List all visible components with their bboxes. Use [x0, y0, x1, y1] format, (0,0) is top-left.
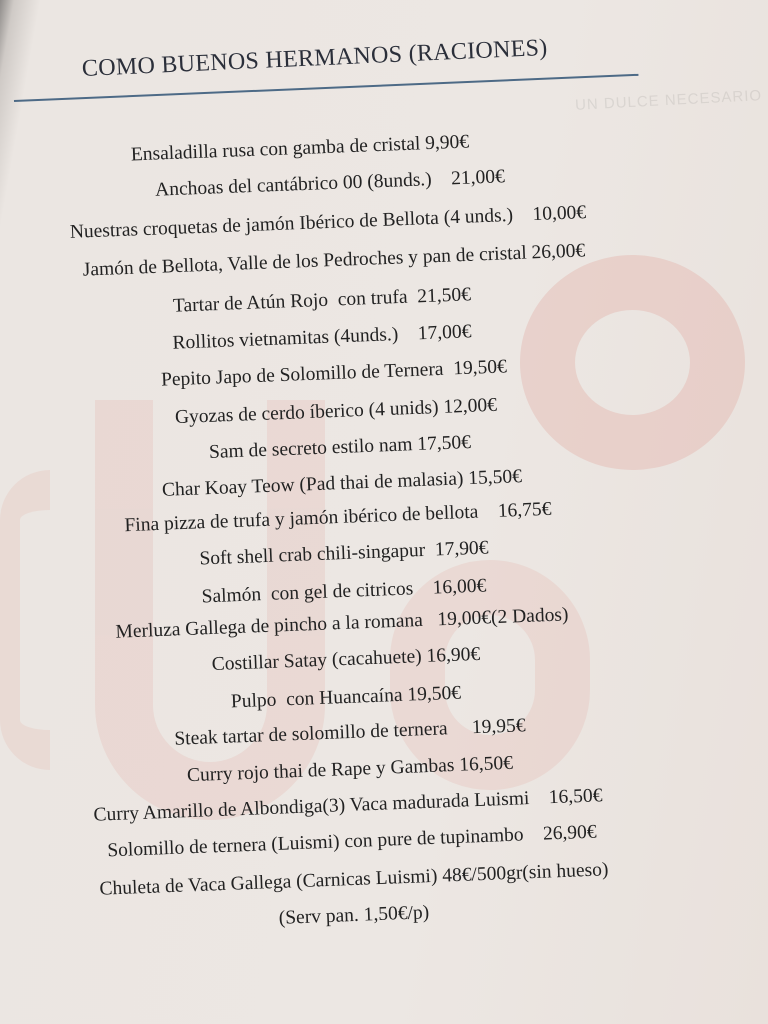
menu-item: Fina pizza de trufa y jamón ibérico de bellota 16,75€	[124, 498, 552, 537]
show-through-text: UN DULCE NECESARIO	[574, 87, 763, 114]
menu-item: Nuestras croquetas de jamón Ibérico de Bellota (4 unds.) 10,00€	[69, 202, 587, 243]
menu-item: Soft shell crab chili-singapur 17,90€	[199, 537, 489, 570]
menu-item: Rollitos vietnamitas (4unds.) 17,00€	[172, 321, 472, 354]
menu-item: Merluza Gallega de pincho a la romana 19,00€(2 Dados)	[115, 604, 569, 643]
bread-service-note: (Serv pan. 1,50€/p)	[278, 902, 430, 929]
menu-item: Pepito Japo de Solomillo de Ternera 19,50€	[160, 356, 508, 391]
watermark-letter-c	[0, 470, 50, 770]
menu-item: Ensaladilla rusa con gamba de cristal 9,90€	[130, 131, 470, 166]
menu-item: Gyozas de cerdo íberico (4 unids) 12,00€	[174, 394, 498, 429]
menu-item: Steak tartar de solomillo de ternera 19,95€	[173, 715, 526, 750]
menu-item: Pulpo con Huancaína 19,50€	[230, 682, 462, 713]
menu-item: Salmón con gel de citricos 16,00€	[201, 575, 487, 608]
menu-item: Sam de secreto estilo nam 17,50€	[208, 431, 472, 464]
section-title: COMO BUENOS HERMANOS (RACIONES)	[81, 34, 549, 82]
menu-item: Char Koay Teow (Pad thai de malasia) 15,50€	[161, 466, 523, 501]
menu-item: Solomillo de ternera (Luismi) con pure de tupinambo 26,90€	[106, 821, 597, 862]
menu-item: Chuleta de Vaca Gallega (Carnicas Luismi) 48€/500gr(sin hueso)	[99, 859, 609, 900]
menu-item: Anchoas del cantábrico 00 (8unds.) 21,00€	[154, 166, 506, 201]
menu-item: Jamón de Bellota, Valle de los Pedroches y pan de cristal 26,00€	[82, 240, 586, 281]
menu-item: Costillar Satay (cacahuete) 16,90€	[211, 643, 481, 676]
menu-item: Tartar de Atún Rojo con trufa 21,50€	[172, 284, 472, 317]
menu-item: Curry Amarillo de Albondiga(3) Vaca madurada Luismi 16,50€	[93, 785, 603, 826]
menu-item: Curry rojo thai de Rape y Gambas 16,50€	[186, 752, 514, 787]
